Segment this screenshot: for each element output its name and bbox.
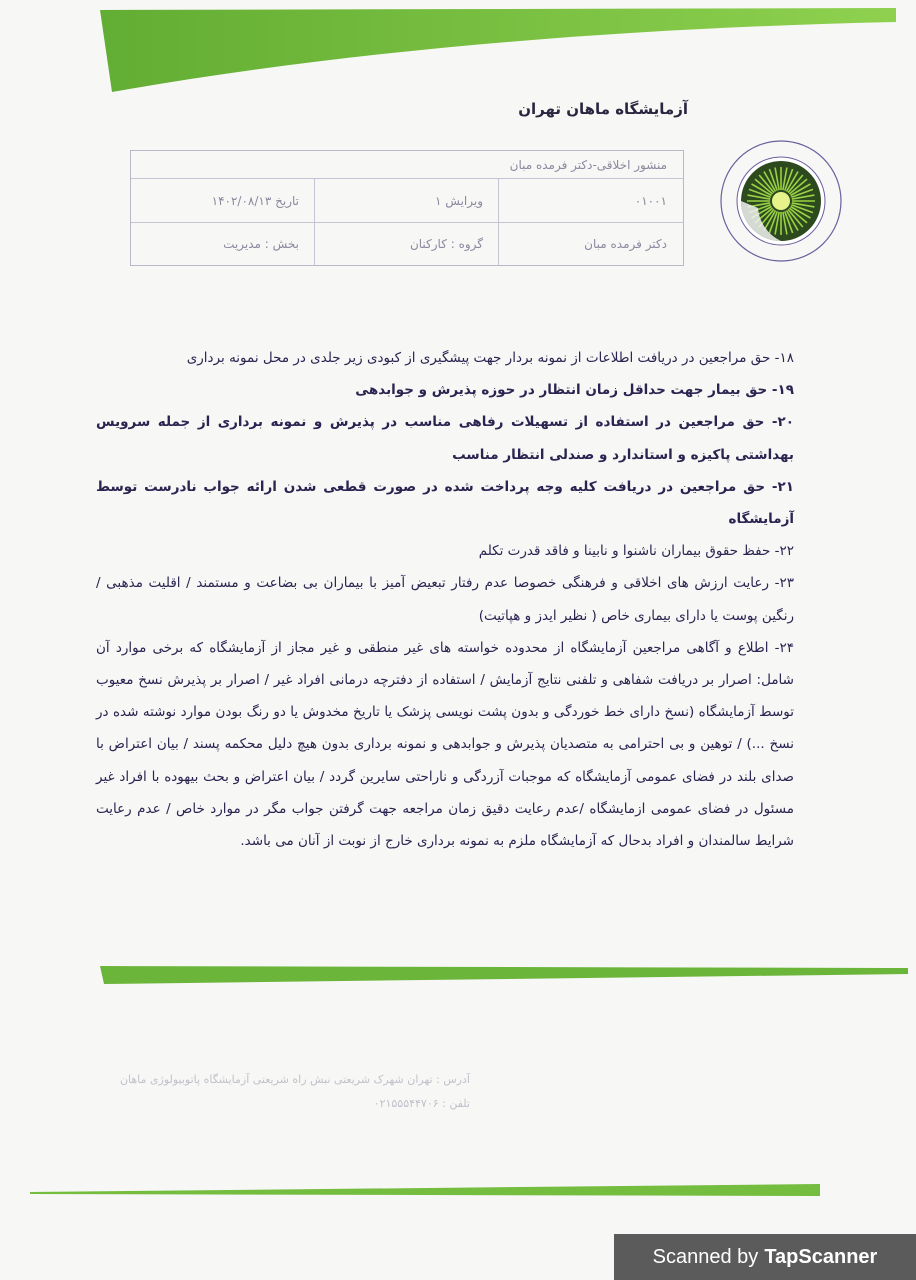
- phone-line: تلفن : ۰۲۱۵۵۵۴۴۷۰۶: [373, 1097, 470, 1110]
- charter-item-19: ۱۹- حق بیمار جهت حداقل زمان انتظار در حوزه پذیرش و جوابدهی: [355, 382, 794, 399]
- address-block: [60, 1068, 470, 1116]
- lab-name-heading: آزمایشگاه ماهان تهران: [518, 100, 688, 118]
- charter-item-24: ۲۴- اطلاع و آگاهی مراجعین آزمایشگاه از محدوده خواسته های غیر منطقی و غیر مجاز از آزمایشگاه که برخی موارد آن شامل: اصرار بر دریافت شفاهی و تلفنی نتایج آزمایش / استفاده از دفترچه درمانی افراد غیر / اصرار بر پذیرش نسخ معیوب توسط آزمایشگاه (نسخ دارای خط خوردگی و بدون پشت نویسی پزشک یا تاریخ مخدوش یا دو رنگ بودن موارد نوشته شده در نسخ ...) / توهین و بی احترامی به متصدیان پذیرش و جوابدهی و نمونه برداری بدون هیچ دلیل محکمه پسند / بیان اعتراض با صدای بلند در فضای عمومی آزمایشگاه که موجبات آزردگی و ناراحتی سایرین گردد / بیان اعتراض و بحث بیهوده با افراد غیر مسئول در فضای عمومی ازمایشگاه /عدم رعایت دقیق زمان مراجعه جهت گرفتن جواب مگر در موارد خاص / عدم رعایت شرایط سالمندان و افراد بدحال که آزمایشگاه ملزم به نمونه برداری خارج از نوبت از آنان می باشد.: [96, 639, 794, 850]
- doc-version-cell: ویرایش ۱: [435, 193, 483, 208]
- content-bottom-green-band: [100, 962, 908, 986]
- scanner-watermark-badge: [614, 1234, 916, 1280]
- charter-items: [96, 342, 794, 857]
- lab-logo: [718, 138, 844, 264]
- sunburst-logo-icon: [721, 141, 841, 261]
- charter-item-18: ۱۸- حق مراجعین در دریافت اطلاعات از نمونه بردار جهت پیشگیری از کبودی زیر جلدی در محل نمونه برداری: [186, 350, 794, 366]
- charter-item-23: ۲۳- رعایت ارزش های اخلاقی و فرهنگی خصوصا عدم رفتار تبعیض آمیز با بیماران بی بضاعت و مستمند / اقلیت مذهبی / رنگین پوست یا دارای بیماری خاص ( نظیر ایدز و هپاتیت): [96, 575, 794, 624]
- charter-item-20: ۲۰- حق مراجعین در استفاده از تسهیلات رفاهی مناسب در پذیرش و نمونه برداری از جمله سرویس بهداشتی پاکیزه و استاندارد و صندلی انتظار مناسب: [96, 414, 794, 463]
- address-line: آدرس : تهران شهرک شریعتی نبش راه شریعتی آزمایشگاه پاتوبیولوژی ماهان: [119, 1073, 470, 1086]
- doc-date-cell: تاریخ ۱۴۰۲/۰۸/۱۳: [211, 193, 299, 208]
- footer-green-band: [30, 1180, 820, 1202]
- charter-item-22: ۲۲- حفظ حقوق بیماران ناشنوا و نابینا و فاقد قدرت تکلم: [478, 543, 794, 560]
- doc-group-cell: گروه : کارکنان: [409, 237, 483, 251]
- charter-item-21: ۲۱- حق مراجعین در دریافت کلیه وجه پرداخت شده در صورت قطعی شدن ارائه جواب نادرست توسط آزمایشگاه: [96, 478, 794, 528]
- doc-section-cell: بخش : مدیریت: [223, 237, 299, 251]
- scanner-brand: TapScanner: [764, 1245, 878, 1268]
- scanner-prefix: Scanned by: [652, 1245, 759, 1268]
- doc-code-cell: ۰۱۰۰۱: [634, 193, 667, 208]
- document-info-table: [130, 150, 684, 266]
- doc-author-cell: دکتر فرمده مبان: [584, 237, 667, 251]
- header-green-band: [100, 6, 896, 96]
- doc-title-cell: منشور اخلاقی-دکتر فرمده مبان: [509, 157, 667, 172]
